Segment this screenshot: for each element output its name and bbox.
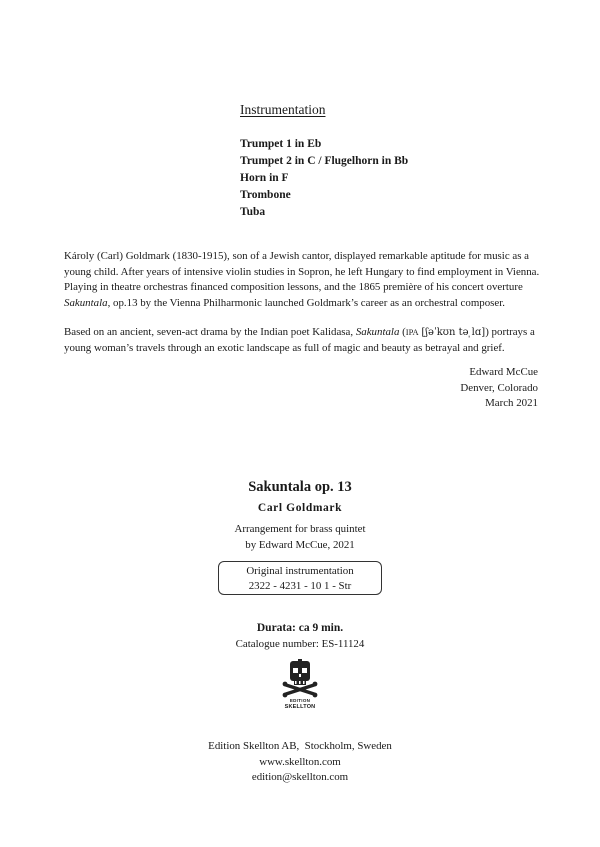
bio-text: portrays a young woman’s travels through an exotic landscape as full of magic and beauty as betrayal and grief. [64,326,535,354]
arrangement-line: Arrangement for brass quintet [234,523,366,535]
skull-crossbones-icon [281,658,319,698]
arranger-line: by Edward McCue, 2021 [245,538,355,551]
instrument-item: Horn in F [240,172,289,184]
signature-date: March 2021 [485,397,538,409]
biography-text [64,249,542,370]
instrumentation-list [240,136,408,221]
logo-edition-text: EDITION [289,698,311,703]
work-title-italic: Sakuntala [64,296,108,309]
work-title-italic: Sakuntala [355,326,400,338]
publisher-website: www.skellton.com [259,755,341,768]
logo-skellton-text: SKELLTON [284,704,316,710]
biography-paragraph-2: Based on an ancient, seven-act drama by the Indian poet Kalidasa, Sakuntala (IPA [ʃəˈkʊn tə ̩lɑ]) portrays a young woman’s travels through an exotic landscape as full of magic and beauty as betrayal and grief. [64,326,535,354]
publisher-name: Edition Skellton AB, Stockholm, Sweden [208,740,392,752]
instrument-item: Trumpet 1 in Eb [240,138,322,150]
signature-place: Denver, Colorado [460,381,538,394]
arrangement-info [0,522,600,553]
ipa-transcription: [ʃəˈkʊn tə ̩lɑ] [421,327,486,338]
duration: Durata: ca 9 min. [256,622,344,634]
instrument-item: Trumpet 2 in C / Flugelhorn in Bb [240,155,409,167]
composer-name: Carl Goldmark [257,502,343,514]
edition-skellton-logo [281,658,319,716]
publisher-info [0,739,600,786]
catalogue-number: Catalogue number: ES-11124 [235,638,365,650]
bio-text: Károly (Carl) Goldmark (1830-1915), son of a Jewish cantor, displayed remarkable aptitude for music as a young child. After years of intensive violin studies in Sopron, he left Hungary to find employment in Vienna. Playing in theatre orchestras financed composition lessons, and the 1865 première of his concert overture [64,250,540,293]
original-instrumentation-box [218,561,382,595]
publisher-email: edition@skellton.com [251,771,349,783]
original-instrumentation-value: 2322 - 4231 - 10 1 - Str [248,579,352,592]
signature-name: Edward McCue [469,366,538,378]
ipa-label: IPA [405,327,419,337]
biography-paragraph-1 [64,249,542,311]
bio-text: , op.13 by the Vienna Philharmonic launched Goldmark’s career as an orchestral composer. [107,296,505,309]
signature-block [460,365,538,412]
instrument-item: Tuba [240,206,266,218]
work-title: Sakuntala op. 13 [248,479,352,495]
instrumentation-heading: Instrumentation [240,102,326,117]
bio-text: Based on an ancient, seven-act drama by the Indian poet Kalidasa, [64,326,356,338]
instrument-item: Trombone [240,189,291,201]
original-instrumentation-label: Original instrumentation [246,565,354,577]
